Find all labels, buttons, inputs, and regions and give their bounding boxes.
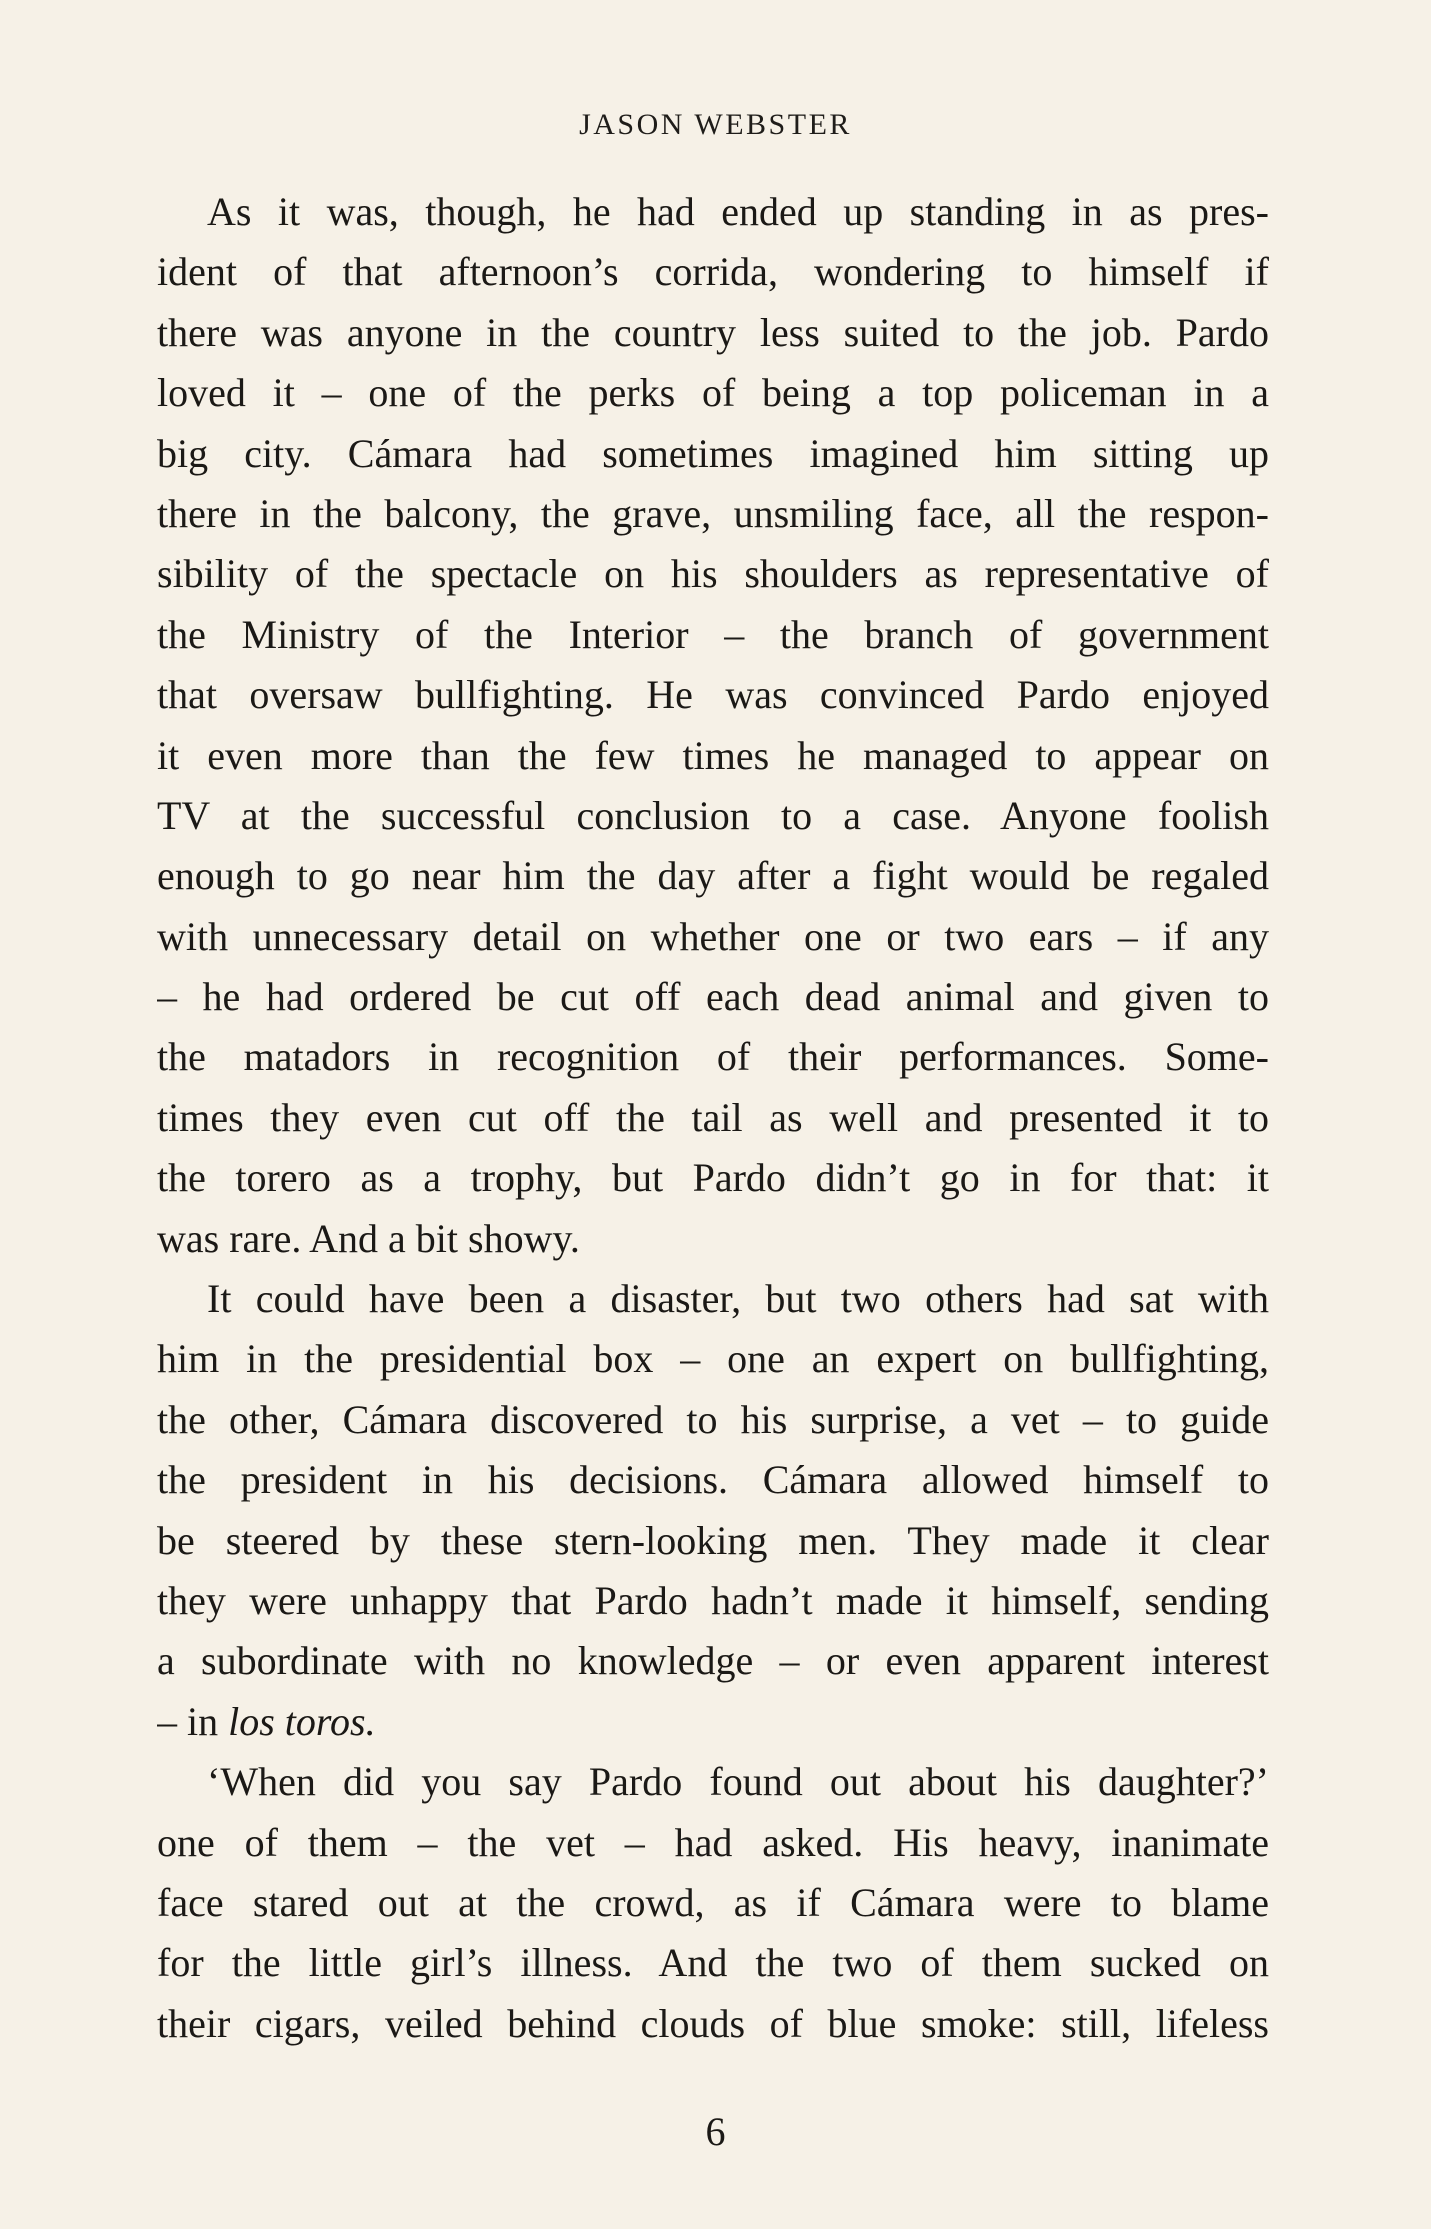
text-line-content: they were unhappy that Pardo hadn’t made it himself, sending <box>157 1577 1269 1623</box>
text-line-content: loved it – one of the perks of being a top policeman in a <box>157 370 1269 416</box>
text-line <box>157 242 1269 302</box>
text-line-content: times they even cut off the tail as well and presented it to <box>157 1094 1269 1140</box>
text-line-content: face stared out at the crowd, as if Cámara were to blame <box>157 1879 1269 1925</box>
text-line <box>157 363 1269 423</box>
text-line <box>157 1571 1269 1631</box>
text-line-content: for the little girl’s illness. And the two of them sucked on <box>157 1940 1269 1986</box>
text-line-content: their cigars, veiled behind clouds of blue smoke: still, lifeless <box>157 2000 1269 2046</box>
text-line-content: – in <box>157 1698 229 1744</box>
text-line <box>157 1027 1269 1087</box>
text-line-content: enough to go near him the day after a fight would be regaled <box>157 853 1269 899</box>
text-line <box>157 1450 1269 1510</box>
text-line-content: be steered by these stern-looking men. They made it clear <box>157 1517 1269 1563</box>
text-line <box>157 424 1269 484</box>
text-line <box>157 1994 1269 2054</box>
text-line <box>157 967 1269 1027</box>
text-line-content: ‘When did you say Pardo found out about his daughter?’ <box>207 1759 1269 1805</box>
text-line-content: a subordinate with no knowledge – or even apparent interest <box>157 1638 1269 1684</box>
text-line <box>157 182 1269 242</box>
text-line-content: – he had ordered be cut off each dead animal and given to <box>157 974 1269 1020</box>
text-line-content: big city. Cámara had sometimes imagined him sitting up <box>157 430 1269 476</box>
text-line-content: the other, Cámara discovered to his surprise, a vet – to guide <box>157 1396 1269 1442</box>
text-line <box>157 605 1269 665</box>
text-line <box>157 1813 1269 1873</box>
text-line-content: the matadors in recognition of their performances. Some- <box>157 1034 1269 1080</box>
text-line-content: one of them – the vet – had asked. His heavy, inanimate <box>157 1819 1269 1865</box>
text-line <box>157 665 1269 725</box>
text-line-content: there was anyone in the country less suited to the job. Pardo <box>157 309 1269 355</box>
text-line <box>157 544 1269 604</box>
text-line-content: As it was, though, he had ended up standing in as pres- <box>207 189 1269 234</box>
text-line <box>157 1269 1269 1329</box>
text-line-content: TV at the successful conclusion to a case. Anyone foolish <box>157 792 1269 838</box>
text-line <box>157 786 1269 846</box>
text-line-content: that oversaw bullfighting. He was convinced Pardo enjoyed <box>157 672 1269 718</box>
text-line-content: with unnecessary detail on whether one or two ears – if any <box>157 913 1269 959</box>
running-head: JASON WEBSTER <box>579 108 852 141</box>
text-line-content: It could have been a disaster, but two others had sat with <box>207 1276 1269 1322</box>
text-line <box>157 1209 1269 1269</box>
text-line <box>157 726 1269 786</box>
text-line-content: sibility of the spectacle on his shoulders as representative of <box>157 551 1269 597</box>
text-line-content: there in the balcony, the grave, unsmiling face, all the respon- <box>157 490 1269 536</box>
text-line <box>157 1088 1269 1148</box>
text-line <box>157 1390 1269 1450</box>
text-line-content: the Ministry of the Interior – the branch of government <box>157 611 1269 657</box>
page-number: 6 <box>705 2109 726 2154</box>
text-line <box>157 1933 1269 1993</box>
text-line <box>157 1692 1269 1752</box>
text-line <box>157 484 1269 544</box>
text-line <box>157 1752 1269 1812</box>
text-line-content: the president in his decisions. Cámara allowed himself to <box>157 1457 1269 1503</box>
text-line-content: it even more than the few times he managed to appear on <box>157 732 1269 778</box>
text-line-content: ident of that afternoon’s corrida, wondering to himself if <box>157 249 1269 295</box>
text-line <box>157 1148 1269 1208</box>
body-text <box>157 182 1269 2054</box>
text-line <box>157 907 1269 967</box>
text-line <box>157 1511 1269 1571</box>
italic-phrase: los toros. <box>228 1698 376 1744</box>
text-line-content: was rare. And a bit showy. <box>157 1215 580 1261</box>
text-line <box>157 303 1269 363</box>
text-line-content: the torero as a trophy, but Pardo didn’t go in for that: it <box>157 1155 1269 1201</box>
text-line-content: him in the presidential box – one an expert on bullfighting, <box>157 1336 1269 1382</box>
text-line <box>157 1873 1269 1933</box>
text-line <box>157 1631 1269 1691</box>
text-line <box>157 846 1269 906</box>
text-line <box>157 1329 1269 1389</box>
